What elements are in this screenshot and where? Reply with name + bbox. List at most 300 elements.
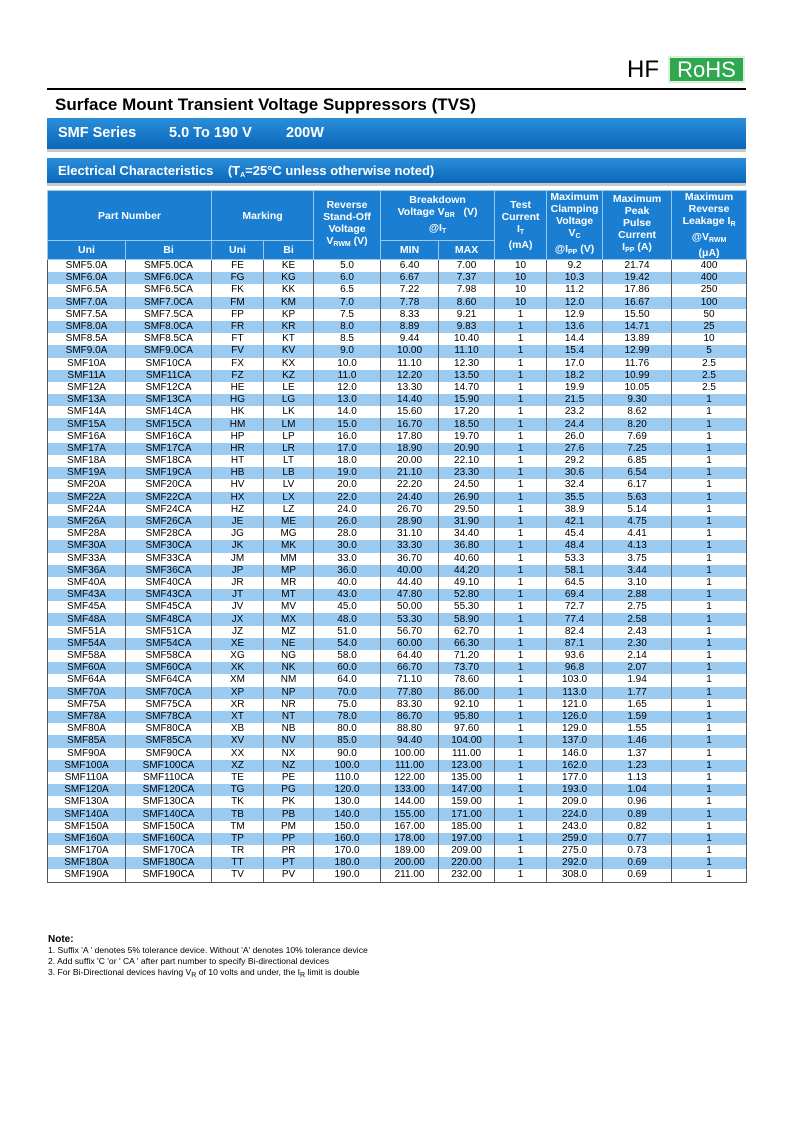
cell-vrwm: 14.0 (314, 406, 381, 418)
cell-part-bi: SMF10CA (126, 358, 212, 370)
cell-peak-pulse-current: 1.37 (603, 748, 672, 760)
cell-vbr-max: 220.00 (439, 857, 495, 869)
table-row (48, 857, 747, 869)
cell-vbr-min: 16.70 (381, 418, 439, 430)
cell-vbr-min: 111.00 (381, 760, 439, 772)
cell-reverse-leakage: 1 (672, 528, 747, 540)
cell-vrwm: 150.0 (314, 821, 381, 833)
cell-test-current: 1 (495, 589, 547, 601)
cell-peak-pulse-current: 4.75 (603, 516, 672, 528)
cell-test-current: 1 (495, 760, 547, 772)
cell-reverse-leakage: 1 (672, 699, 747, 711)
cell-vbr-max: 29.50 (439, 504, 495, 516)
cell-clamping-voltage: 96.8 (547, 662, 603, 674)
cell-vbr-min: 7.78 (381, 297, 439, 309)
hf-label: HF (627, 56, 659, 83)
cell-test-current: 1 (495, 723, 547, 735)
cell-peak-pulse-current: 13.89 (603, 333, 672, 345)
cell-vrwm: 75.0 (314, 699, 381, 711)
table-row (48, 504, 747, 516)
table-row (48, 711, 747, 723)
table-row (48, 784, 747, 796)
cell-clamping-voltage: 292.0 (547, 857, 603, 869)
cell-part-bi: SMF8.5CA (126, 333, 212, 345)
cell-marking-uni: HM (212, 418, 264, 430)
table-row (48, 845, 747, 857)
cell-marking-uni: JV (212, 601, 264, 613)
cell-vbr-max: 147.00 (439, 784, 495, 796)
section-banner (47, 158, 746, 183)
cell-clamping-voltage: 35.5 (547, 492, 603, 504)
cell-test-current: 1 (495, 516, 547, 528)
cell-marking-uni: HX (212, 492, 264, 504)
cell-marking-bi: LR (264, 443, 314, 455)
cell-vrwm: 78.0 (314, 711, 381, 723)
cell-reverse-leakage: 1 (672, 808, 747, 820)
cell-vrwm: 16.0 (314, 431, 381, 443)
table-row (48, 638, 747, 650)
cell-marking-bi: LE (264, 382, 314, 394)
cell-marking-uni: JZ (212, 626, 264, 638)
table-row (48, 553, 747, 565)
cell-vbr-min: 211.00 (381, 869, 439, 882)
cell-peak-pulse-current: 12.99 (603, 345, 672, 357)
cell-marking-bi: KR (264, 321, 314, 333)
cell-part-uni: SMF20A (48, 479, 126, 491)
cell-vbr-min: 83.30 (381, 699, 439, 711)
cell-marking-uni: HR (212, 443, 264, 455)
cell-part-bi: SMF120CA (126, 784, 212, 796)
cell-vbr-max: 86.00 (439, 687, 495, 699)
table-row (48, 723, 747, 735)
cell-part-uni: SMF150A (48, 821, 126, 833)
table-row (48, 516, 747, 528)
cell-part-bi: SMF22CA (126, 492, 212, 504)
cell-vbr-max: 49.10 (439, 577, 495, 589)
cell-part-bi: SMF28CA (126, 528, 212, 540)
cell-vrwm: 9.0 (314, 345, 381, 357)
header-marking-uni: Uni (212, 241, 264, 260)
cell-part-uni: SMF64A (48, 674, 126, 686)
cell-part-bi: SMF33CA (126, 553, 212, 565)
table-row (48, 833, 747, 845)
cell-vrwm: 7.0 (314, 297, 381, 309)
cell-part-bi: SMF45CA (126, 601, 212, 613)
cell-marking-bi: NR (264, 699, 314, 711)
cell-part-bi: SMF60CA (126, 662, 212, 674)
cell-part-bi: SMF140CA (126, 808, 212, 820)
cell-marking-bi: KM (264, 297, 314, 309)
cell-clamping-voltage: 23.2 (547, 406, 603, 418)
cell-part-uni: SMF17A (48, 443, 126, 455)
cell-clamping-voltage: 193.0 (547, 784, 603, 796)
cell-marking-bi: KE (264, 260, 314, 273)
cell-marking-uni: FE (212, 260, 264, 273)
table-row (48, 467, 747, 479)
cell-marking-bi: MG (264, 528, 314, 540)
cell-part-bi: SMF54CA (126, 638, 212, 650)
cell-test-current: 1 (495, 869, 547, 882)
cell-peak-pulse-current: 1.23 (603, 760, 672, 772)
cell-marking-bi: MM (264, 553, 314, 565)
cell-vbr-max: 7.37 (439, 272, 495, 284)
cell-part-bi: SMF58CA (126, 650, 212, 662)
cell-vbr-max: 26.90 (439, 492, 495, 504)
cell-clamping-voltage: 162.0 (547, 760, 603, 772)
cell-peak-pulse-current: 3.10 (603, 577, 672, 589)
cell-marking-bi: NP (264, 687, 314, 699)
cell-test-current: 1 (495, 699, 547, 711)
cell-reverse-leakage: 1 (672, 406, 747, 418)
cell-test-current: 1 (495, 394, 547, 406)
cell-vbr-min: 17.80 (381, 431, 439, 443)
cell-marking-bi: PG (264, 784, 314, 796)
cell-peak-pulse-current: 19.42 (603, 272, 672, 284)
cell-reverse-leakage: 2.5 (672, 358, 747, 370)
cell-reverse-leakage: 10 (672, 333, 747, 345)
cell-clamping-voltage: 64.5 (547, 577, 603, 589)
cell-marking-bi: LB (264, 467, 314, 479)
cell-marking-uni: XX (212, 748, 264, 760)
cell-clamping-voltage: 19.9 (547, 382, 603, 394)
cell-vbr-min: 6.40 (381, 260, 439, 273)
table-row (48, 443, 747, 455)
rohs-badge: RoHS (668, 56, 745, 83)
cell-vbr-max: 14.70 (439, 382, 495, 394)
cell-clamping-voltage: 12.9 (547, 309, 603, 321)
cell-test-current: 1 (495, 479, 547, 491)
header-marking-bi: Bi (264, 241, 314, 260)
cell-vbr-min: 40.00 (381, 565, 439, 577)
cell-test-current: 1 (495, 406, 547, 418)
cell-peak-pulse-current: 10.05 (603, 382, 672, 394)
table-row (48, 613, 747, 625)
cell-marking-bi: MR (264, 577, 314, 589)
cell-part-uni: SMF10A (48, 358, 126, 370)
cell-vbr-max: 123.00 (439, 760, 495, 772)
section-title: Electrical Characteristics ($T_A=25^\circ C$ unless otherwise noted) (58, 163, 435, 179)
table-row (48, 577, 747, 589)
header-test-current: Test Current $I_T$ (mA) (495, 191, 547, 260)
cell-reverse-leakage: 1 (672, 565, 747, 577)
table-row (48, 406, 747, 418)
table-row (48, 418, 747, 430)
cell-marking-bi: NB (264, 723, 314, 735)
cell-vrwm: 8.5 (314, 333, 381, 345)
cell-marking-bi: LV (264, 479, 314, 491)
cell-peak-pulse-current: 21.74 (603, 260, 672, 273)
cell-part-uni: SMF43A (48, 589, 126, 601)
cell-reverse-leakage: 1 (672, 674, 747, 686)
cell-vbr-min: 60.00 (381, 638, 439, 650)
cell-test-current: 1 (495, 443, 547, 455)
section-shadow (47, 183, 746, 186)
cell-clamping-voltage: 113.0 (547, 687, 603, 699)
cell-peak-pulse-current: 1.04 (603, 784, 672, 796)
cell-part-uni: SMF110A (48, 772, 126, 784)
cell-marking-uni: TR (212, 845, 264, 857)
cell-reverse-leakage: 1 (672, 711, 747, 723)
cell-vbr-max: 209.00 (439, 845, 495, 857)
cell-vrwm: 170.0 (314, 845, 381, 857)
cell-peak-pulse-current: 0.77 (603, 833, 672, 845)
cell-vbr-max: 40.60 (439, 553, 495, 565)
cell-part-bi: SMF48CA (126, 613, 212, 625)
table-row (48, 284, 747, 296)
cell-clamping-voltage: 42.1 (547, 516, 603, 528)
cell-part-bi: SMF70CA (126, 687, 212, 699)
cell-test-current: 1 (495, 735, 547, 747)
cell-marking-bi: KX (264, 358, 314, 370)
cell-vbr-max: 23.30 (439, 467, 495, 479)
cell-test-current: 1 (495, 784, 547, 796)
cell-marking-uni: XE (212, 638, 264, 650)
cell-reverse-leakage: 1 (672, 650, 747, 662)
header-reverse-standoff: Reverse Stand-Off Voltage $V_{RWM}$ (V) (314, 191, 381, 260)
header-peak-pulse-current: Maximum Peak Pulse Current $I_{PP}$ (A) (603, 191, 672, 260)
cell-vbr-max: 7.98 (439, 284, 495, 296)
table-row (48, 358, 747, 370)
cell-marking-bi: NX (264, 748, 314, 760)
cell-clamping-voltage: 209.0 (547, 796, 603, 808)
cell-vrwm: 18.0 (314, 455, 381, 467)
cell-clamping-voltage: 69.4 (547, 589, 603, 601)
table-row (48, 528, 747, 540)
cell-vbr-max: 111.00 (439, 748, 495, 760)
cell-vbr-max: 10.40 (439, 333, 495, 345)
cell-peak-pulse-current: 1.13 (603, 772, 672, 784)
cell-marking-uni: TE (212, 772, 264, 784)
cell-marking-bi: LG (264, 394, 314, 406)
cell-clamping-voltage: 87.1 (547, 638, 603, 650)
table-row (48, 431, 747, 443)
cell-test-current: 1 (495, 492, 547, 504)
cell-vrwm: 17.0 (314, 443, 381, 455)
cell-part-bi: SMF130CA (126, 796, 212, 808)
cell-part-uni: SMF160A (48, 833, 126, 845)
cell-part-bi: SMF9.0CA (126, 345, 212, 357)
cell-peak-pulse-current: 2.58 (603, 613, 672, 625)
cell-test-current: 1 (495, 467, 547, 479)
table-row (48, 492, 747, 504)
cell-vrwm: 30.0 (314, 540, 381, 552)
cell-vbr-min: 167.00 (381, 821, 439, 833)
cell-vbr-max: 232.00 (439, 869, 495, 882)
cell-marking-bi: NG (264, 650, 314, 662)
cell-marking-bi: NV (264, 735, 314, 747)
cell-vrwm: 6.5 (314, 284, 381, 296)
cell-vrwm: 160.0 (314, 833, 381, 845)
cell-marking-uni: FK (212, 284, 264, 296)
cell-test-current: 1 (495, 553, 547, 565)
cell-peak-pulse-current: 2.88 (603, 589, 672, 601)
cell-reverse-leakage: 1 (672, 431, 747, 443)
cell-vbr-max: 55.30 (439, 601, 495, 613)
cell-clamping-voltage: 82.4 (547, 626, 603, 638)
cell-marking-bi: KG (264, 272, 314, 284)
cell-clamping-voltage: 32.4 (547, 479, 603, 491)
cell-part-bi: SMF12CA (126, 382, 212, 394)
page-title: Surface Mount Transient Voltage Suppressors (TVS) (55, 95, 476, 114)
cell-vrwm: 80.0 (314, 723, 381, 735)
cell-peak-pulse-current: 0.89 (603, 808, 672, 820)
cell-vrwm: 19.0 (314, 467, 381, 479)
cell-reverse-leakage: 400 (672, 260, 747, 273)
table-row (48, 687, 747, 699)
cell-vrwm: 130.0 (314, 796, 381, 808)
cell-part-uni: SMF45A (48, 601, 126, 613)
table-row (48, 796, 747, 808)
cell-test-current: 1 (495, 748, 547, 760)
cell-part-uni: SMF75A (48, 699, 126, 711)
cell-vrwm: 15.0 (314, 418, 381, 430)
cell-marking-uni: XV (212, 735, 264, 747)
cell-test-current: 1 (495, 345, 547, 357)
cell-marking-bi: LP (264, 431, 314, 443)
cell-part-uni: SMF100A (48, 760, 126, 772)
cell-peak-pulse-current: 6.54 (603, 467, 672, 479)
cell-marking-uni: FG (212, 272, 264, 284)
table-row (48, 309, 747, 321)
header-reverse-leakage: Maximum Reverse Leakage $I_R$ $@V_{RWM}$ (μA) (672, 191, 747, 260)
cell-vrwm: 100.0 (314, 760, 381, 772)
series-banner (47, 118, 746, 149)
cell-reverse-leakage: 1 (672, 443, 747, 455)
notes-title: Note: (48, 934, 74, 945)
cell-marking-uni: HP (212, 431, 264, 443)
cell-part-bi: SMF7.0CA (126, 297, 212, 309)
cell-vbr-min: 56.70 (381, 626, 439, 638)
cell-test-current: 1 (495, 504, 547, 516)
header-breakdown-voltage: Breakdown Voltage $V_{BR}$ (V) $@I_T$ (381, 191, 495, 241)
cell-marking-uni: FR (212, 321, 264, 333)
cell-marking-bi: LZ (264, 504, 314, 516)
cell-test-current: 1 (495, 808, 547, 820)
cell-vbr-max: 92.10 (439, 699, 495, 711)
cell-test-current: 1 (495, 821, 547, 833)
cell-peak-pulse-current: 1.46 (603, 735, 672, 747)
cell-part-uni: SMF12A (48, 382, 126, 394)
cell-part-uni: SMF18A (48, 455, 126, 467)
cell-vrwm: 20.0 (314, 479, 381, 491)
cell-vbr-min: 77.80 (381, 687, 439, 699)
cell-reverse-leakage: 400 (672, 272, 747, 284)
cell-test-current: 1 (495, 687, 547, 699)
cell-vbr-max: 44.20 (439, 565, 495, 577)
cell-part-bi: SMF6.5CA (126, 284, 212, 296)
cell-marking-uni: FM (212, 297, 264, 309)
cell-vrwm: 5.0 (314, 260, 381, 273)
cell-vbr-max: 135.00 (439, 772, 495, 784)
cell-part-bi: SMF5.0CA (126, 260, 212, 273)
cell-part-bi: SMF8.0CA (126, 321, 212, 333)
table-row (48, 589, 747, 601)
cell-part-bi: SMF180CA (126, 857, 212, 869)
cell-vbr-max: 12.30 (439, 358, 495, 370)
cell-part-uni: SMF85A (48, 735, 126, 747)
cell-clamping-voltage: 126.0 (547, 711, 603, 723)
cell-marking-bi: PT (264, 857, 314, 869)
cell-part-bi: SMF14CA (126, 406, 212, 418)
cell-vrwm: 190.0 (314, 869, 381, 882)
cell-vbr-min: 47.80 (381, 589, 439, 601)
cell-part-bi: SMF30CA (126, 540, 212, 552)
cell-marking-uni: XM (212, 674, 264, 686)
cell-clamping-voltage: 10.3 (547, 272, 603, 284)
cell-test-current: 10 (495, 297, 547, 309)
cell-vbr-min: 33.30 (381, 540, 439, 552)
cell-peak-pulse-current: 5.14 (603, 504, 672, 516)
table-row (48, 455, 747, 467)
cell-marking-bi: PE (264, 772, 314, 784)
cell-peak-pulse-current: 6.17 (603, 479, 672, 491)
cell-vrwm: 22.0 (314, 492, 381, 504)
notes (48, 934, 368, 981)
cell-vrwm: 26.0 (314, 516, 381, 528)
table-row (48, 662, 747, 674)
cell-clamping-voltage: 9.2 (547, 260, 603, 273)
cell-vrwm: 58.0 (314, 650, 381, 662)
cell-vrwm: 33.0 (314, 553, 381, 565)
cell-reverse-leakage: 5 (672, 345, 747, 357)
table-row (48, 272, 747, 284)
cell-peak-pulse-current: 3.44 (603, 565, 672, 577)
cell-marking-uni: HT (212, 455, 264, 467)
cell-clamping-voltage: 53.3 (547, 553, 603, 565)
cell-vbr-max: 11.10 (439, 345, 495, 357)
cell-test-current: 1 (495, 662, 547, 674)
cell-part-uni: SMF140A (48, 808, 126, 820)
cell-clamping-voltage: 27.6 (547, 443, 603, 455)
header-clamping-voltage: Maximum Clamping Voltage $V_C$ $@I_{PP}$ (V) (547, 191, 603, 260)
cell-reverse-leakage: 1 (672, 553, 747, 565)
cell-part-bi: SMF18CA (126, 455, 212, 467)
cell-vbr-min: 71.10 (381, 674, 439, 686)
cell-vrwm: 24.0 (314, 504, 381, 516)
cell-vbr-max: 17.20 (439, 406, 495, 418)
cell-marking-uni: JG (212, 528, 264, 540)
cell-vrwm: 10.0 (314, 358, 381, 370)
cell-vbr-min: 53.30 (381, 613, 439, 625)
cell-marking-uni: XZ (212, 760, 264, 772)
cell-clamping-voltage: 259.0 (547, 833, 603, 845)
cell-peak-pulse-current: 3.75 (603, 553, 672, 565)
table-row (48, 772, 747, 784)
cell-part-uni: SMF8.0A (48, 321, 126, 333)
cell-clamping-voltage: 48.4 (547, 540, 603, 552)
cell-reverse-leakage: 1 (672, 455, 747, 467)
cell-vbr-min: 22.20 (381, 479, 439, 491)
cell-test-current: 1 (495, 601, 547, 613)
cell-vbr-min: 28.90 (381, 516, 439, 528)
cell-vbr-min: 178.00 (381, 833, 439, 845)
header-uni: Uni (48, 241, 126, 260)
cell-vbr-min: 94.40 (381, 735, 439, 747)
cell-vbr-max: 24.50 (439, 479, 495, 491)
cell-reverse-leakage: 1 (672, 821, 747, 833)
cell-reverse-leakage: 1 (672, 662, 747, 674)
cell-peak-pulse-current: 8.62 (603, 406, 672, 418)
cell-vrwm: 8.0 (314, 321, 381, 333)
cell-test-current: 1 (495, 565, 547, 577)
cell-test-current: 1 (495, 638, 547, 650)
cell-vrwm: 48.0 (314, 613, 381, 625)
cell-marking-bi: MP (264, 565, 314, 577)
cell-reverse-leakage: 1 (672, 784, 747, 796)
cell-reverse-leakage: 1 (672, 601, 747, 613)
cell-part-bi: SMF100CA (126, 760, 212, 772)
cell-part-bi: SMF51CA (126, 626, 212, 638)
